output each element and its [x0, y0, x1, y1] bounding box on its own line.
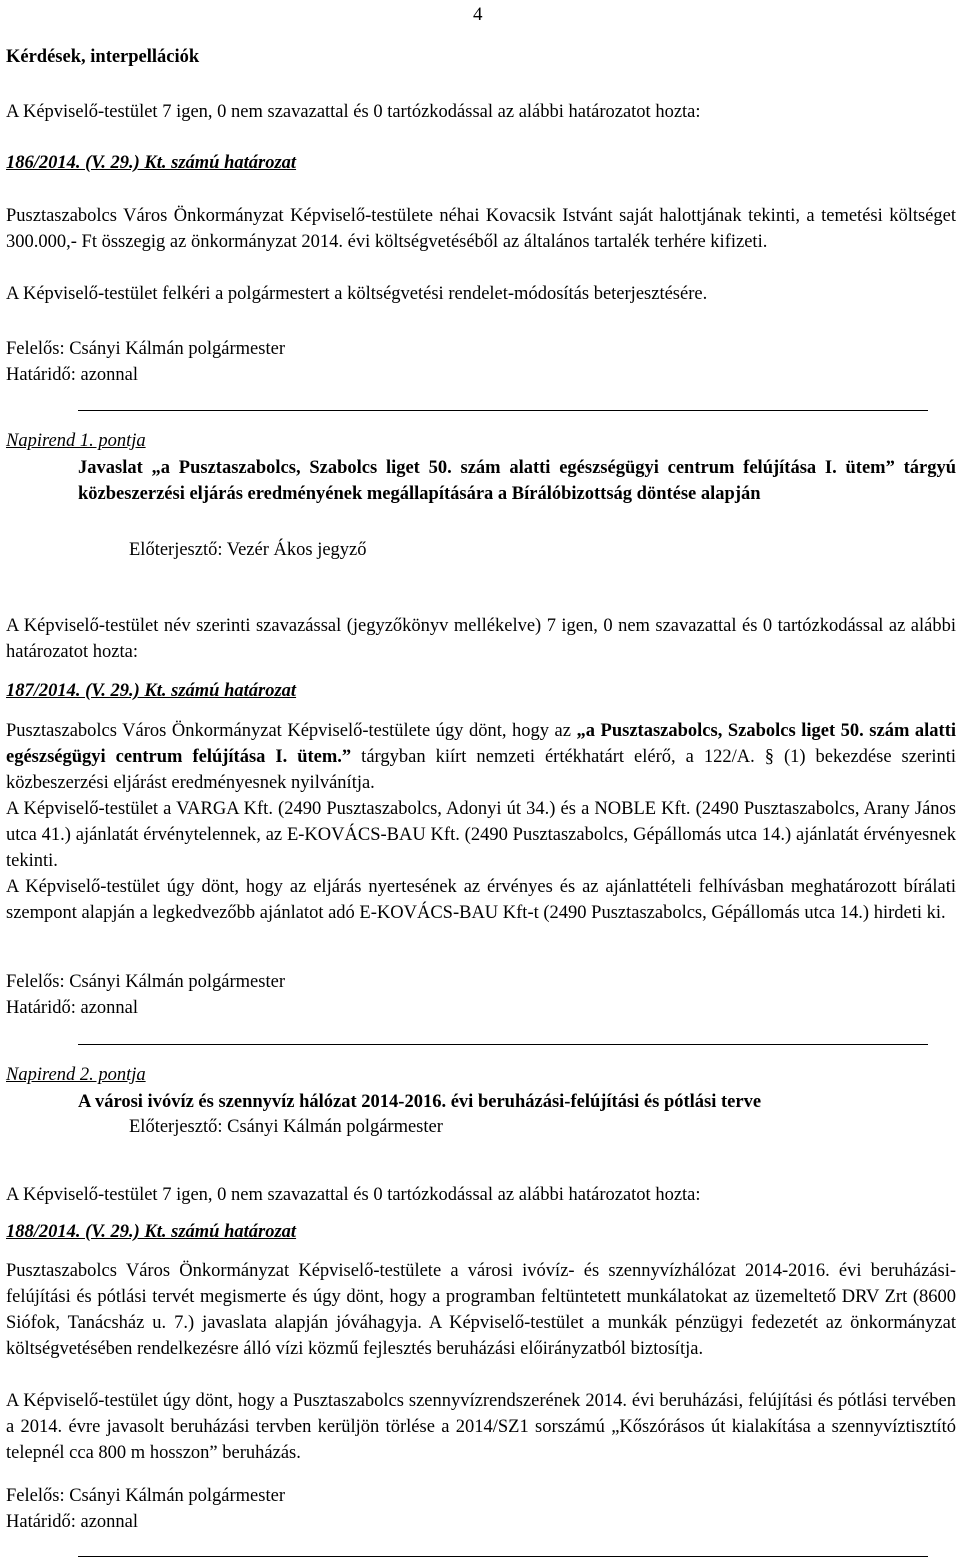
resolution-title: 188/2014. (V. 29.) Kt. számú határozat: [6, 1222, 297, 1242]
responsible-line: Felelős: Csányi Kálmán polgármester: [6, 972, 285, 992]
resolution-title: 187/2014. (V. 29.) Kt. számú határozat: [6, 681, 297, 701]
deadline-line: Határidő: azonnal: [6, 365, 139, 385]
responsible-line: Felelős: Csányi Kálmán polgármester: [6, 1486, 285, 1506]
vote-line: A Képviselő-testület 7 igen, 0 nem szavazattal és 0 tartózkodással az alábbi határozatot hozta:: [6, 102, 701, 122]
vote-line: A Képviselő-testület név szerinti szavazással (jegyzőkönyv mellékelve) 7 igen, 0 nem szavazattal és 0 tartózkodással az alábbi határozatot hozta:: [6, 616, 956, 662]
resolution-paragraph: Pusztaszabolcs Város Önkormányzat Képviselő-testülete a városi ivóvíz- és szennyvízhálózat 2014-2016. évi beruházási-felújítási és pótlási tervét megismerte és úgy dönt, hogy a programban feltüntetett munkálatokat az üzemeltető DRV Zrt (8600 Siófok, Tanácsház u. 7.) javaslata alapján jóváhagyja. A Képviselő-testület a munkák pénzügyi fedezetét az önkormányzat költségvetésében rendelkezésre álló vízi közmű fejlesztés beruházási előirányzatból biztosítja.: [6, 1261, 956, 1359]
divider: [78, 410, 928, 411]
agenda-heading: Napirend 1. pontja: [6, 431, 146, 451]
deadline-line: Határidő: azonnal: [6, 998, 139, 1018]
section-heading: Kérdések, interpellációk: [6, 47, 200, 67]
resolution-paragraph: [6, 718, 956, 796]
paragraph-lead: Pusztaszabolcs Város Önkormányzat Képviselő-testülete úgy dönt, hogy az: [6, 721, 577, 741]
resolution-paragraph: A Képviselő-testület felkéri a polgármestert a költségvetési rendelet-módosítás beterjesztésére.: [6, 284, 708, 304]
responsible-line: Felelős: Csányi Kálmán polgármester: [6, 339, 285, 359]
presenter-line: Előterjesztő: Csányi Kálmán polgármester: [129, 1117, 443, 1137]
resolution-title: 186/2014. (V. 29.) Kt. számú határozat: [6, 153, 297, 173]
paragraph-tail: tárgyban kiírt nemzeti értékhatárt elérő, a 122/A. § (1) bekezdése szerinti közbeszerzési eljárást eredményesnek nyilvánítja.: [6, 747, 956, 793]
divider: [78, 1556, 928, 1557]
vote-line: A Képviselő-testület 7 igen, 0 nem szavazattal és 0 tartózkodással az alábbi határozatot hozta:: [6, 1185, 701, 1205]
deadline-line: Határidő: azonnal: [6, 1512, 139, 1532]
resolution-paragraph: A Képviselő-testület úgy dönt, hogy a Pusztaszabolcs szennyvízrendszerének 2014. évi beruházási, felújítási és pótlási tervében a 2014. évre javasolt beruházási tervben kerüljön törlése a 2014/SZ1 sorszámú „Kőszórásos út kialakítása a szennyvíztisztító telepnél cca 800 m hosszon” beruházás.: [6, 1391, 956, 1463]
agenda-title: Javaslat „a Pusztaszabolcs, Szabolcs liget 50. szám alatti egészségügyi centrum felújítása I. ütem” tárgyú közbeszerzési eljárás eredményének megállapítására a Bírálóbizottság döntése alapján: [78, 458, 956, 504]
resolution-paragraph: A Képviselő-testület a VARGA Kft. (2490 Pusztaszabolcs, Adonyi út 34.) és a NOBLE Kft. (2490 Pusztaszabolcs, Arany János utca 41.) ajánlatát érvénytelennek, az E-KOVÁCS-BAU Kft. (2490 Pusztaszabolcs, Gépállomás utca 14.) ajánlatát érvényesnek tekinti.: [6, 799, 956, 871]
presenter-line: Előterjesztő: Vezér Ákos jegyző: [129, 540, 367, 560]
resolution-paragraph: Pusztaszabolcs Város Önkormányzat Képviselő-testülete néhai Kovacsik Istvánt saját halottjának tekinti, a temetési költséget 300.000,- Ft összegig az önkormányzat 2014. évi költségvetéséből az általános tartalék terhére kifizeti.: [6, 206, 956, 252]
page-number: 4: [473, 4, 483, 25]
resolution-paragraph: A Képviselő-testület úgy dönt, hogy az eljárás nyertesének az érvényes és az ajánlattételi felhívásban meghatározott bírálati szempont alapján a legkedvezőbb ajánlatot adó E-KOVÁCS-BAU Kft-t (2490 Pusztaszabolcs, Gépállomás utca 14.) hirdeti ki.: [6, 877, 956, 923]
agenda-title: A városi ivóvíz és szennyvíz hálózat 2014-2016. évi beruházási-felújítási és pótlási terve: [78, 1092, 762, 1112]
paragraph-bold-title: „a Pusztaszabolcs, Szabolcs liget 50. szám alatti egészségügyi centrum felújítása I. ütem.”: [6, 721, 956, 767]
divider: [78, 1044, 928, 1045]
agenda-heading: Napirend 2. pontja: [6, 1065, 146, 1085]
